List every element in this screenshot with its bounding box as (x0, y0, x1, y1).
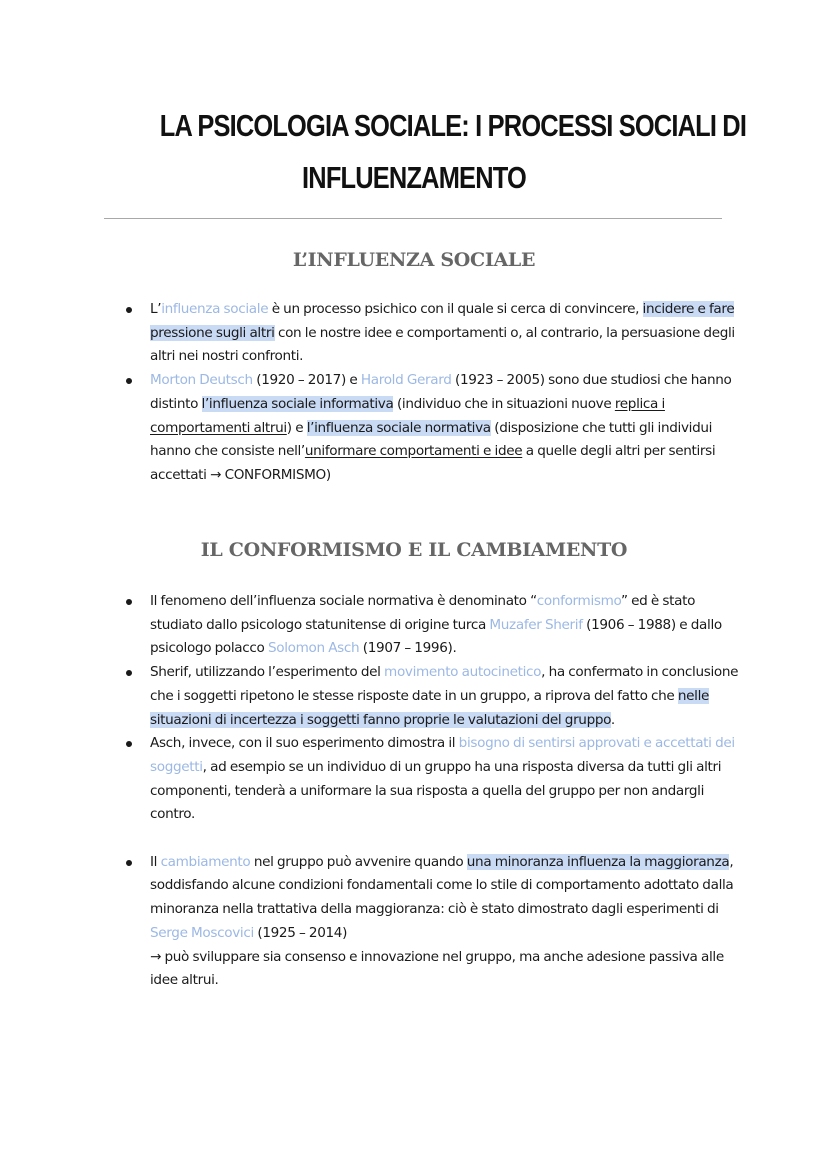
section-list-influenza-sociale (150, 298, 750, 488)
text: , soddisfando alcune condizioni fondamentali come lo stile di comportamento adottato dalla minoranza nella trattativa della maggioranza: ciò è stato dimostrato dagli esperimenti di (150, 853, 734, 918)
text: ” ed è stato studiato dallo psicologo statunitense di origine turca (150, 593, 696, 633)
text: a quelle degli altri per sentirsi accettati → CONFORMISMO) (150, 443, 716, 483)
highlighted-text: nelle situazioni di incertezza i soggetti fanno proprie le valutazioni del gruppo (150, 687, 710, 728)
key-term: cambiamento (160, 853, 251, 870)
list-item (150, 661, 750, 732)
bullet-icon (126, 670, 132, 676)
section-heading-conformismo-cambiamento: IL CONFORMISMO E IL CAMBIAMENTO (200, 539, 628, 561)
page-title (159, 100, 747, 204)
key-term: Solomon Asch (267, 640, 360, 657)
text: (1906 – 1988) e dallo psicologo polacco (150, 616, 722, 657)
list-item (150, 590, 750, 661)
text: . (610, 711, 615, 728)
underlined-text: replica i comportamenti altrui (150, 395, 665, 436)
highlighted-text: una minoranza influenza la maggioranza (466, 853, 730, 870)
text: L’ (150, 301, 162, 317)
text: , ad esempio se un individuo di un gruppo ha una risposta diversa da tutti gli altri componenti, tenderà a uniformare la sua risposta a quella del gruppo per non andargli contro. (150, 758, 722, 823)
section-heading-influenza-sociale: L’INFLUENZA SOCIALE (292, 249, 536, 271)
section-list-conformismo-cambiamento (150, 590, 750, 993)
text: Il fenomeno dell’influenza sociale normativa è denominato “ (150, 593, 537, 609)
title-divider (104, 218, 722, 219)
key-term: Harold Gerard (360, 372, 452, 389)
text: è un processo psichico con il quale si cerca di convincere, (268, 301, 643, 317)
text: (1923 – 2005) sono due studiosi che hanno distinto (150, 372, 732, 412)
page-title-line-1: LA PSICOLOGIA SOCIALE: I PROCESSI SOCIALI DI (159, 108, 747, 143)
text: con le nostre idee e comportamenti o, al contrario, la persuasione degli altri nei nostri confronti. (150, 324, 735, 365)
text: (1925 – 2014) (253, 924, 348, 941)
bullet-icon (126, 860, 132, 866)
key-term: Morton Deutsch (150, 372, 253, 389)
text: Il (150, 853, 161, 870)
bullet-icon (126, 378, 132, 384)
list-item (150, 298, 750, 369)
key-term: bisogno di sentirsi approvati e accettati dei soggetti (150, 735, 735, 775)
list-item (150, 369, 750, 488)
text: nel gruppo può avvenire quando (250, 853, 467, 870)
key-term: Muzafer Sherif (489, 616, 583, 633)
bullet-icon (126, 741, 132, 747)
key-term: conformismo (536, 593, 621, 609)
text: (1907 – 1996). (359, 640, 457, 657)
text: Asch, invece, con il suo esperimento dimostra il (150, 735, 459, 752)
bullet-icon (126, 307, 132, 313)
text: (disposizione che tutti gli individui hanno che consiste nell’ (150, 419, 713, 460)
page-title-line-2: INFLUENZAMENTO (302, 160, 526, 195)
highlighted-text: incidere e fare pressione sugli altri (150, 301, 735, 341)
list-item (150, 732, 750, 827)
text: → può sviluppare sia consenso e innovazione nel gruppo, ma anche adesione passiva alle idee altrui. (150, 948, 724, 989)
key-term: movimento autocinetico (384, 664, 542, 681)
text: , ha confermato in conclusione che i soggetti ripetono le stesse risposte date in un gruppo, a riprova del fatto che (150, 664, 739, 704)
key-term: influenza sociale (161, 301, 269, 317)
text: (individuo che in situazioni nuove (393, 395, 615, 412)
highlighted-text: l’influenza sociale informativa (201, 395, 394, 412)
spacer (150, 827, 750, 851)
text: ) e (286, 419, 307, 436)
key-term: Serge Moscovici (150, 924, 254, 941)
highlighted-text: l’influenza sociale normativa (306, 419, 491, 436)
underlined-text: uniformare comportamenti e idee (304, 443, 523, 460)
bullet-icon (126, 599, 132, 605)
text: (1920 – 2017) e (252, 372, 361, 389)
list-item (150, 851, 750, 993)
text: Sherif, utilizzando l’esperimento del (150, 664, 385, 681)
